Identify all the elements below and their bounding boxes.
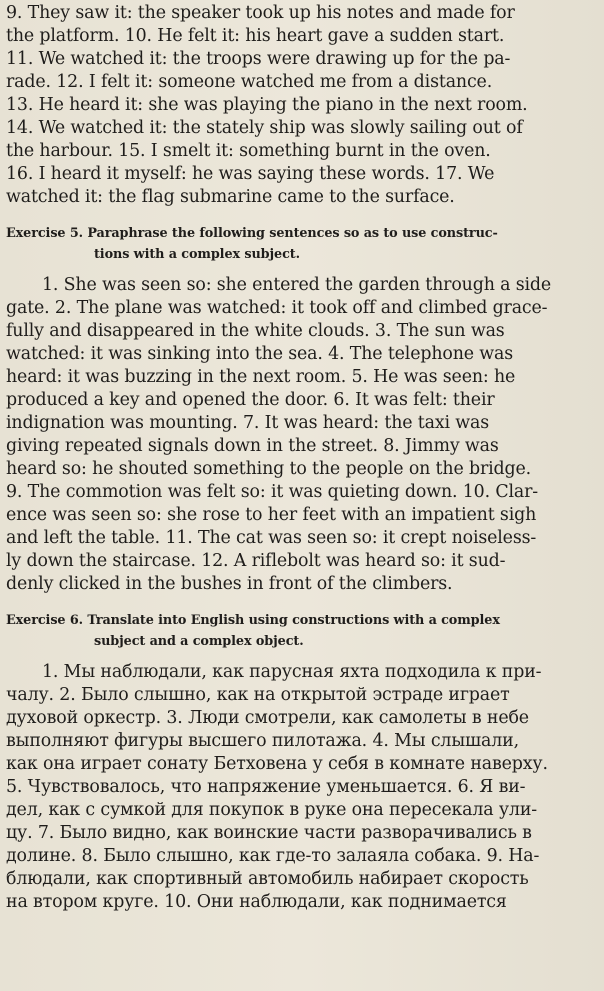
heading-line: subject and a complex object.	[94, 634, 304, 649]
heading-line: Exercise 5. Paraphrase the following sentences so as to use construc-	[6, 226, 498, 241]
text-line: как она играет сонату Бетховена у себя в комнате наверху.	[6, 754, 548, 774]
text-line: долине. 8. Было слышно, как где-то залаяла собака. 9. На-	[6, 846, 540, 866]
text-line: выполняют фигуры высшего пилотажа. 4. Мы слышали,	[6, 731, 519, 751]
text-line: ly down the staircase. 12. A riflebolt was heard so: it sud-	[6, 551, 506, 571]
text-line: and left the table. 11. The cat was seen so: it crept noiseless-	[6, 528, 537, 548]
text-line: the harbour. 15. I smelt it: something burnt in the oven.	[6, 141, 491, 161]
text-line: духовой оркестр. 3. Люди смотрели, как самолеты в небе	[6, 708, 529, 728]
text-line: rade. 12. I felt it: someone watched me from a distance.	[6, 72, 493, 92]
text-line: giving repeated signals down in the street. 8. Jimmy was	[6, 436, 499, 456]
text-line: 5. Чувствовалось, что напряжение уменьшается. 6. Я ви-	[6, 777, 526, 797]
text-line: denly clicked in the bushes in front of the climbers.	[6, 574, 453, 594]
spacer	[6, 265, 598, 274]
text-line: 9. The commotion was felt so: it was quieting down. 10. Clar-	[6, 482, 539, 502]
text-line: 1. She was seen so: she entered the garden through a side	[42, 275, 552, 295]
text-line: на втором круге. 10. Они наблюдали, как поднимается	[6, 892, 507, 912]
spacer	[6, 652, 598, 661]
text-line: 13. He heard it: she was playing the piano in the next room.	[6, 95, 528, 115]
text-line: 11. We watched it: the troops were drawing up for the pa-	[6, 49, 511, 69]
exercise-5-heading	[6, 223, 598, 265]
text-line: ence was seen so: she rose to her feet with an impatient sigh	[6, 505, 537, 525]
text-line: heard so: he shouted something to the people on the bridge.	[6, 459, 532, 479]
exercise-6-heading	[6, 610, 598, 652]
text-line: 1. Мы наблюдали, как парусная яхта подходила к при-	[42, 662, 542, 682]
text-line: 14. We watched it: the stately ship was slowly sailing out of	[6, 118, 523, 138]
text-line: the platform. 10. He felt it: his heart gave a sudden start.	[6, 26, 505, 46]
text-line: fully and disappeared in the white clouds. 3. The sun was	[6, 321, 505, 341]
text-line: чалу. 2. Было слышно, как на открытой эстраде играет	[6, 685, 510, 705]
text-line: indignation was mounting. 7. It was heard: the taxi was	[6, 413, 490, 433]
spacer	[6, 596, 598, 610]
text-line: цу. 7. Было видно, как воинские части разворачивались в	[6, 823, 532, 843]
text-line: 16. I heard it myself: he was saying these words. 17. We	[6, 164, 495, 184]
text-line: дел, как с сумкой для покупок в руке она пересекала ули-	[6, 800, 538, 820]
text-line: watched it: the flag submarine came to the surface.	[6, 187, 455, 207]
text-line: produced a key and opened the door. 6. It was felt: their	[6, 390, 495, 410]
spacer	[6, 209, 598, 223]
exercise-5-text	[6, 274, 598, 596]
text-line: watched: it was sinking into the sea. 4. The telephone was	[6, 344, 513, 364]
text-line: блюдали, как спортивный автомобиль набирает скорость	[6, 869, 529, 889]
text-line: 9. They saw it: the speaker took up his notes and made for	[6, 3, 515, 23]
text-line: heard: it was buzzing in the next room. 5. He was seen: he	[6, 367, 516, 387]
heading-line: tions with a complex subject.	[94, 247, 300, 262]
exercise-6-text	[6, 661, 598, 914]
text-line: gate. 2. The plane was watched: it took off and climbed grace-	[6, 298, 548, 318]
heading-line: Exercise 6. Translate into English using constructions with a complex	[6, 613, 500, 628]
previous-exercise-text	[6, 2, 598, 209]
